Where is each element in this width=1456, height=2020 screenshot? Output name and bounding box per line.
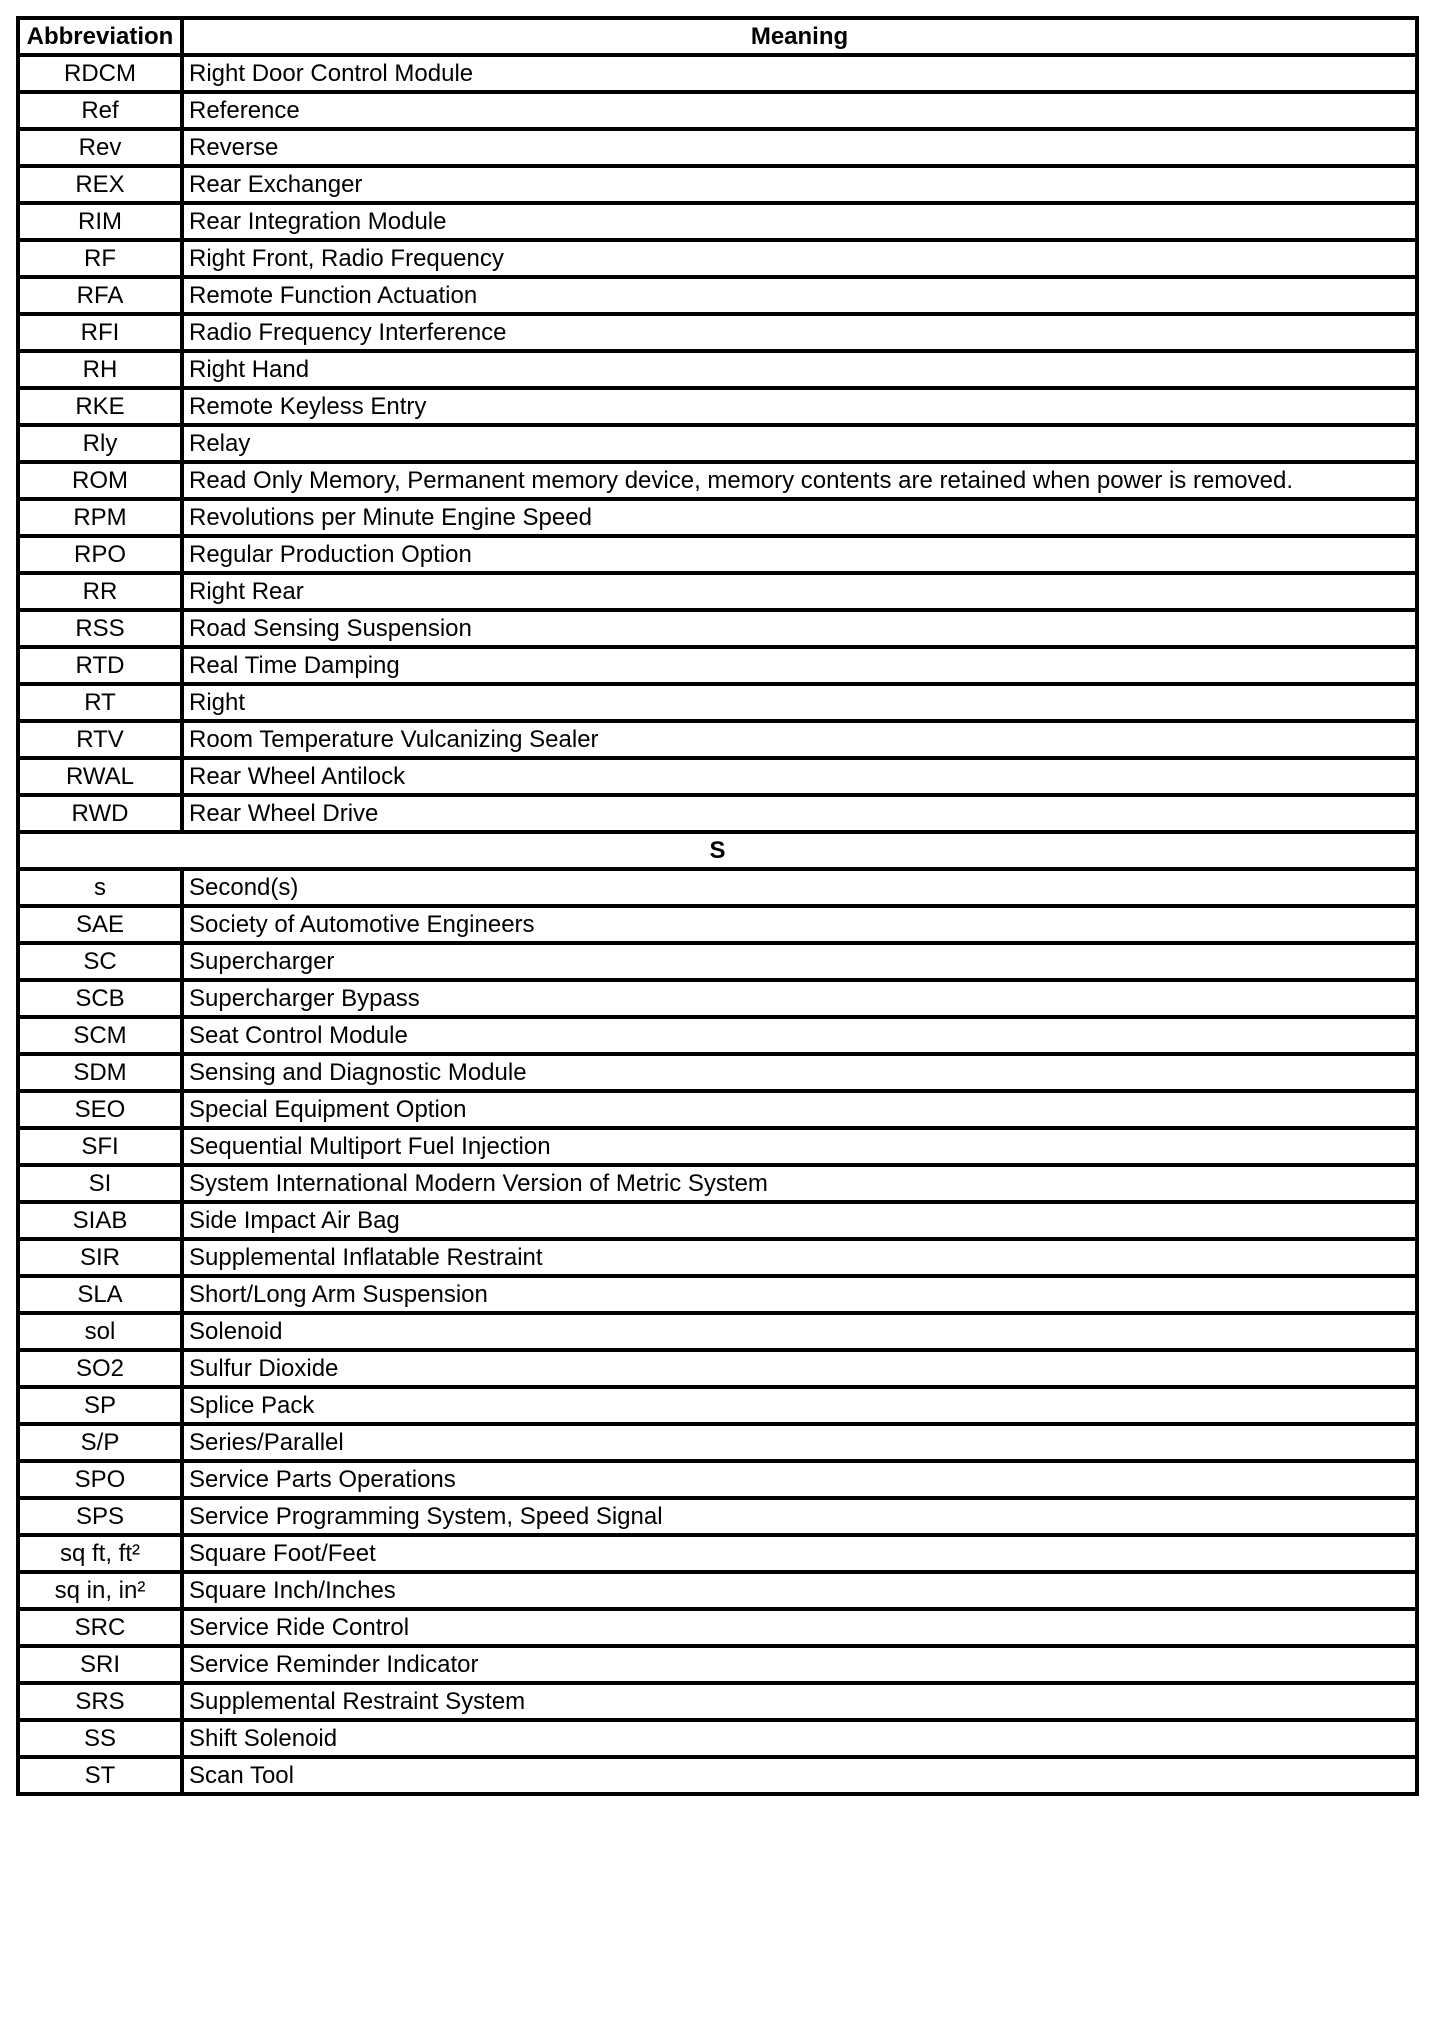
abbreviation-cell: SLA (18, 1276, 182, 1313)
abbreviation-cell: s (18, 869, 182, 906)
meaning-cell: Right Door Control Module (182, 55, 1417, 92)
abbreviation-cell: SIAB (18, 1202, 182, 1239)
table-row (18, 1720, 1417, 1757)
table-row (18, 721, 1417, 758)
table-row (18, 1350, 1417, 1387)
table-row (18, 1017, 1417, 1054)
meaning-cell: Right Front, Radio Frequency (182, 240, 1417, 277)
abbreviation-cell: SP (18, 1387, 182, 1424)
meaning-cell: Rear Exchanger (182, 166, 1417, 203)
abbreviation-cell: RDCM (18, 55, 182, 92)
meaning-cell: Read Only Memory, Permanent memory device, memory contents are retained when power is removed. (182, 462, 1417, 499)
table-row (18, 1387, 1417, 1424)
abbreviation-cell: RTD (18, 647, 182, 684)
table-row (18, 943, 1417, 980)
table-row (18, 1313, 1417, 1350)
table-row (18, 980, 1417, 1017)
header-row (18, 18, 1417, 55)
meaning-cell: Room Temperature Vulcanizing Sealer (182, 721, 1417, 758)
abbreviation-cell: REX (18, 166, 182, 203)
meaning-cell: Rear Wheel Drive (182, 795, 1417, 832)
abbreviation-cell: SRC (18, 1609, 182, 1646)
table-row (18, 351, 1417, 388)
meaning-cell: Sequential Multiport Fuel Injection (182, 1128, 1417, 1165)
meaning-cell: Special Equipment Option (182, 1091, 1417, 1128)
abbreviation-cell: Ref (18, 92, 182, 129)
table-body-s (18, 869, 1417, 1794)
meaning-cell: Remote Keyless Entry (182, 388, 1417, 425)
abbreviation-cell: RIM (18, 203, 182, 240)
meaning-cell: Radio Frequency Interference (182, 314, 1417, 351)
meaning-cell: Supplemental Restraint System (182, 1683, 1417, 1720)
table-row (18, 1646, 1417, 1683)
meaning-cell: System International Modern Version of Metric System (182, 1165, 1417, 1202)
abbreviation-column-header: Abbreviation (18, 18, 182, 55)
table-row (18, 129, 1417, 166)
abbreviation-cell: SAE (18, 906, 182, 943)
abbreviation-cell: Rly (18, 425, 182, 462)
abbreviation-cell: RSS (18, 610, 182, 647)
abbreviation-cell: SIR (18, 1239, 182, 1276)
table-row (18, 55, 1417, 92)
table-row (18, 1128, 1417, 1165)
meaning-cell: Regular Production Option (182, 536, 1417, 573)
meaning-cell: Side Impact Air Bag (182, 1202, 1417, 1239)
section-s (18, 832, 1417, 869)
table-row (18, 1276, 1417, 1313)
table-row (18, 1683, 1417, 1720)
table-row (18, 647, 1417, 684)
abbreviation-cell: RKE (18, 388, 182, 425)
table-row (18, 758, 1417, 795)
abbreviation-cell: SC (18, 943, 182, 980)
meaning-cell: Square Foot/Feet (182, 1535, 1417, 1572)
table-row (18, 499, 1417, 536)
table-row (18, 610, 1417, 647)
table-row (18, 1572, 1417, 1609)
table-row (18, 166, 1417, 203)
meaning-cell: Society of Automotive Engineers (182, 906, 1417, 943)
abbreviation-cell: RFI (18, 314, 182, 351)
table-row (18, 240, 1417, 277)
table-row (18, 1091, 1417, 1128)
table-row (18, 869, 1417, 906)
meaning-cell: Right (182, 684, 1417, 721)
section-letter: S (18, 832, 1417, 869)
meaning-cell: Remote Function Actuation (182, 277, 1417, 314)
section-row (18, 832, 1417, 869)
abbreviation-cell: SDM (18, 1054, 182, 1091)
abbreviation-cell: sq in, in² (18, 1572, 182, 1609)
meaning-cell: Road Sensing Suspension (182, 610, 1417, 647)
abbreviation-cell: RH (18, 351, 182, 388)
abbreviation-cell: RTV (18, 721, 182, 758)
abbreviation-cell: S/P (18, 1424, 182, 1461)
table-row (18, 795, 1417, 832)
abbreviation-cell: SRS (18, 1683, 182, 1720)
abbreviation-cell: SS (18, 1720, 182, 1757)
abbreviation-cell: RWD (18, 795, 182, 832)
abbreviation-cell: SCB (18, 980, 182, 1017)
abbreviation-cell: RPO (18, 536, 182, 573)
meaning-cell: Short/Long Arm Suspension (182, 1276, 1417, 1313)
table-row (18, 684, 1417, 721)
meaning-cell: Rear Wheel Antilock (182, 758, 1417, 795)
abbreviation-cell: ROM (18, 462, 182, 499)
meaning-cell: Supercharger Bypass (182, 980, 1417, 1017)
meaning-cell: Supplemental Inflatable Restraint (182, 1239, 1417, 1276)
meaning-column-header: Meaning (182, 18, 1417, 55)
table-row (18, 906, 1417, 943)
table-row (18, 1202, 1417, 1239)
meaning-cell: Sulfur Dioxide (182, 1350, 1417, 1387)
meaning-cell: Solenoid (182, 1313, 1417, 1350)
table-row (18, 277, 1417, 314)
abbreviation-cell: ST (18, 1757, 182, 1794)
meaning-cell: Sensing and Diagnostic Module (182, 1054, 1417, 1091)
meaning-cell: Service Programming System, Speed Signal (182, 1498, 1417, 1535)
meaning-cell: Service Ride Control (182, 1609, 1417, 1646)
table-row (18, 1054, 1417, 1091)
meaning-cell: Shift Solenoid (182, 1720, 1417, 1757)
abbreviation-cell: SO2 (18, 1350, 182, 1387)
meaning-cell: Right Hand (182, 351, 1417, 388)
meaning-cell: Service Reminder Indicator (182, 1646, 1417, 1683)
abbreviation-cell: RF (18, 240, 182, 277)
abbreviation-cell: RT (18, 684, 182, 721)
abbreviation-cell: sol (18, 1313, 182, 1350)
meaning-cell: Right Rear (182, 573, 1417, 610)
table-row (18, 536, 1417, 573)
table-row (18, 573, 1417, 610)
table-row (18, 1609, 1417, 1646)
abbreviation-cell: SRI (18, 1646, 182, 1683)
abbreviation-cell: SI (18, 1165, 182, 1202)
meaning-cell: Series/Parallel (182, 1424, 1417, 1461)
abbreviation-cell: SCM (18, 1017, 182, 1054)
abbreviation-cell: RWAL (18, 758, 182, 795)
meaning-cell: Square Inch/Inches (182, 1572, 1417, 1609)
table-row (18, 1498, 1417, 1535)
abbreviation-cell: RPM (18, 499, 182, 536)
meaning-cell: Reference (182, 92, 1417, 129)
table-row (18, 203, 1417, 240)
table-row (18, 1757, 1417, 1794)
meaning-cell: Reverse (182, 129, 1417, 166)
table-row (18, 1239, 1417, 1276)
table-row (18, 1535, 1417, 1572)
abbreviation-cell: RFA (18, 277, 182, 314)
meaning-cell: Second(s) (182, 869, 1417, 906)
table-row (18, 388, 1417, 425)
meaning-cell: Supercharger (182, 943, 1417, 980)
abbreviation-cell: SFI (18, 1128, 182, 1165)
abbreviation-cell: SPO (18, 1461, 182, 1498)
abbreviation-cell: RR (18, 573, 182, 610)
table-row (18, 1165, 1417, 1202)
abbreviation-cell: SPS (18, 1498, 182, 1535)
table-row (18, 1424, 1417, 1461)
table-row (18, 425, 1417, 462)
table-row (18, 462, 1417, 499)
meaning-cell: Real Time Damping (182, 647, 1417, 684)
meaning-cell: Splice Pack (182, 1387, 1417, 1424)
abbreviation-cell: Rev (18, 129, 182, 166)
meaning-cell: Relay (182, 425, 1417, 462)
meaning-cell: Seat Control Module (182, 1017, 1417, 1054)
abbreviation-table (16, 16, 1419, 1796)
meaning-cell: Scan Tool (182, 1757, 1417, 1794)
table-row (18, 92, 1417, 129)
table-row (18, 1461, 1417, 1498)
meaning-cell: Revolutions per Minute Engine Speed (182, 499, 1417, 536)
abbreviation-cell: sq ft, ft² (18, 1535, 182, 1572)
abbreviation-cell: SEO (18, 1091, 182, 1128)
meaning-cell: Service Parts Operations (182, 1461, 1417, 1498)
meaning-cell: Rear Integration Module (182, 203, 1417, 240)
table-body-r (18, 55, 1417, 832)
table-row (18, 314, 1417, 351)
